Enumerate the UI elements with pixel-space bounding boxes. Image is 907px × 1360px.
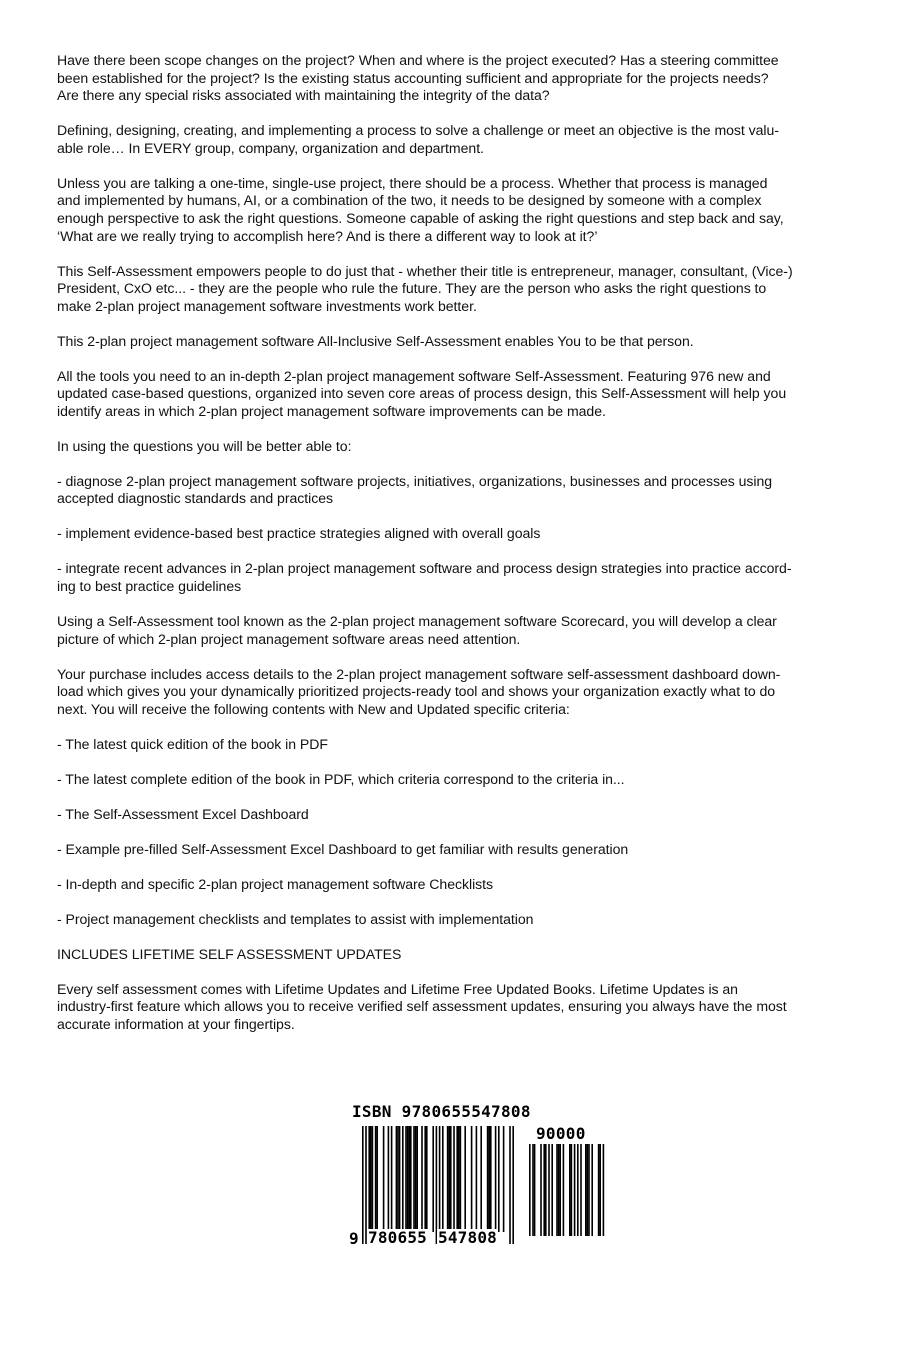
barcode-bar bbox=[396, 1126, 398, 1232]
text-line: This Self-Assessment empowers people to do just that - whether their title is entrepreneur, manager, consultant, (Vice-) bbox=[57, 262, 793, 279]
paragraph bbox=[57, 771, 837, 789]
text-line: President, CxO etc... - they are the people who rule the future. They are the person who asks the right questions to bbox=[57, 280, 767, 297]
paragraph bbox=[57, 736, 837, 754]
barcode-bar bbox=[399, 1126, 401, 1232]
text-line: - implement evidence-based best practice strategies aligned with overall goals bbox=[57, 525, 541, 542]
barcode-bar bbox=[439, 1126, 441, 1244]
barcode-bar bbox=[383, 1126, 385, 1232]
addon-bar bbox=[545, 1144, 547, 1236]
text-line: - Example pre-filled Self-Assessment Excel Dashboard to get familiar with results generation bbox=[57, 840, 629, 857]
price-addon-code: 90000 bbox=[536, 1124, 586, 1143]
barcode-bar bbox=[448, 1126, 450, 1232]
addon-bar bbox=[585, 1144, 587, 1236]
barcode-bar bbox=[487, 1126, 489, 1232]
addon-bar bbox=[588, 1144, 590, 1236]
text-line: - diagnose 2-plan project management software projects, initiatives, organizations, businesses and processes using bbox=[57, 472, 773, 489]
paragraph bbox=[57, 613, 837, 648]
text-line: Every self assessment comes with Lifetime Updates and Lifetime Free Updated Books. Lifetime Updates is an bbox=[57, 980, 738, 997]
paragraph bbox=[57, 560, 837, 595]
text-line: Unless you are talking a one-time, single-use project, there should be a process. Whether that process is managed bbox=[57, 174, 768, 191]
barcode-bar bbox=[375, 1126, 377, 1232]
barcode-bar bbox=[424, 1126, 426, 1232]
barcode-bar bbox=[410, 1126, 412, 1232]
addon-bar bbox=[532, 1144, 534, 1236]
text-line: - In-depth and specific 2-plan project management software Checklists bbox=[57, 875, 494, 892]
addon-bar bbox=[587, 1144, 589, 1236]
ean13-bars bbox=[362, 1126, 522, 1244]
barcode-bar bbox=[365, 1126, 367, 1244]
paragraph bbox=[57, 946, 837, 964]
barcode-bar bbox=[370, 1126, 372, 1232]
barcode-bar bbox=[388, 1126, 390, 1232]
barcode-right-digits: 547808 bbox=[438, 1228, 497, 1247]
addon-bar bbox=[558, 1144, 560, 1236]
barcode-bar bbox=[368, 1126, 370, 1232]
addon-bar bbox=[563, 1144, 565, 1236]
barcode-bar bbox=[503, 1126, 505, 1232]
barcode-bar bbox=[471, 1126, 473, 1232]
addon-bar bbox=[534, 1144, 536, 1236]
barcode-bar bbox=[495, 1126, 497, 1232]
text-line: able role… In EVERY group, company, organization and department. bbox=[57, 139, 484, 156]
barcode-bar bbox=[391, 1126, 393, 1232]
paragraph bbox=[57, 122, 837, 157]
addon-bar bbox=[551, 1144, 553, 1236]
text-line: - The Self-Assessment Excel Dashboard bbox=[57, 805, 309, 822]
barcode-left-digits: 780655 bbox=[368, 1228, 427, 1247]
text-line: All the tools you need to an in-depth 2-plan project management software Self-Assessment. Featuring 976 new and bbox=[57, 367, 771, 384]
paragraph bbox=[57, 876, 837, 894]
text-line: identify areas in which 2-plan project management software improvements can be made. bbox=[57, 402, 606, 419]
paragraph bbox=[57, 806, 837, 824]
barcode-bar bbox=[476, 1126, 478, 1232]
barcode-bar bbox=[458, 1126, 460, 1232]
addon-bar bbox=[556, 1144, 558, 1236]
barcode-bar bbox=[480, 1126, 482, 1232]
addon-bar bbox=[603, 1144, 605, 1236]
text-line: picture of which 2-plan project management software areas need attention. bbox=[57, 630, 521, 647]
barcode-bar bbox=[426, 1126, 428, 1232]
text-line: ing to best practice guidelines bbox=[57, 577, 242, 594]
barcode-bar bbox=[416, 1126, 418, 1232]
text-line: - The latest quick edition of the book in PDF bbox=[57, 735, 328, 752]
barcode-bar bbox=[490, 1126, 492, 1232]
barcode-bar bbox=[460, 1126, 462, 1232]
barcode-lead-digit: 9 bbox=[349, 1229, 359, 1248]
barcode-bar bbox=[405, 1126, 407, 1232]
paragraph bbox=[57, 52, 837, 105]
paragraph bbox=[57, 333, 837, 351]
paragraph bbox=[57, 263, 837, 316]
addon-bar bbox=[559, 1144, 561, 1236]
barcode-bar bbox=[436, 1126, 438, 1244]
paragraph bbox=[57, 175, 837, 245]
barcode-bar bbox=[509, 1126, 511, 1244]
barcode-bar bbox=[415, 1126, 417, 1232]
barcode-bar bbox=[397, 1126, 399, 1232]
addon-bar bbox=[569, 1144, 571, 1236]
addon-bar bbox=[577, 1144, 579, 1236]
barcode-bar bbox=[456, 1126, 458, 1232]
addon-bars bbox=[529, 1144, 607, 1236]
barcode-bar bbox=[402, 1126, 404, 1232]
barcode-bar bbox=[413, 1126, 415, 1232]
text-line: Defining, designing, creating, and implementing a process to solve a challenge or meet an objective is the most valu- bbox=[57, 122, 779, 139]
text-line: Have there been scope changes on the project? When and where is the project executed? Has a steering committee bbox=[57, 52, 779, 68]
text-line: This 2-plan project management software All-Inclusive Self-Assessment enables You to be that person. bbox=[57, 332, 694, 349]
paragraph bbox=[57, 438, 837, 456]
text-line: ‘What are we really trying to accomplish here? And is there a different way to look at it?’ bbox=[57, 227, 598, 244]
paragraph bbox=[57, 525, 837, 543]
back-cover-text bbox=[57, 52, 837, 1051]
text-line: - The latest complete edition of the book in PDF, which criteria correspond to the criteria in... bbox=[57, 770, 625, 787]
paragraph bbox=[57, 911, 837, 929]
addon-bar bbox=[548, 1144, 550, 1236]
text-line: load which gives you your dynamically prioritized projects-ready tool and shows your organization exactly what to do bbox=[57, 683, 776, 700]
addon-bar bbox=[540, 1144, 542, 1236]
text-line: INCLUDES LIFETIME SELF ASSESSMENT UPDATES bbox=[57, 945, 402, 962]
text-line: industry-first feature which allows you to receive verified self assessment updates, ensuring you always have the most bbox=[57, 998, 787, 1015]
text-line: Using a Self-Assessment tool known as the 2-plan project management software Scorecard, you will develop a clear bbox=[57, 612, 777, 629]
barcode-bar bbox=[442, 1126, 444, 1232]
text-line: and implemented by humans, AI, or a combination of the two, it needs to be designed by someone with a complex bbox=[57, 192, 762, 209]
barcode-bar bbox=[362, 1126, 364, 1244]
text-line: been established for the project? Is the existing status accounting sufficient and appropriate for the projects needs? bbox=[57, 69, 769, 86]
isbn-label: ISBN 9780655547808 bbox=[352, 1102, 531, 1121]
paragraph bbox=[57, 473, 837, 508]
text-line: make 2-plan project management software investments work better. bbox=[57, 297, 477, 314]
barcode-bar bbox=[450, 1126, 452, 1232]
barcode-bar bbox=[464, 1126, 466, 1232]
paragraph bbox=[57, 666, 837, 719]
addon-bar bbox=[580, 1144, 582, 1236]
text-line: Are there any special risks associated with maintaining the integrity of the data? bbox=[57, 87, 550, 104]
text-line: - integrate recent advances in 2-plan project management software and process design strategies into practice accord- bbox=[57, 560, 792, 577]
isbn-barcode bbox=[348, 1102, 610, 1252]
barcode-bar bbox=[407, 1126, 409, 1232]
barcode-bar bbox=[408, 1126, 410, 1232]
addon-bar bbox=[543, 1144, 545, 1236]
paragraph bbox=[57, 841, 837, 859]
barcode-bar bbox=[376, 1126, 378, 1232]
text-line: Your purchase includes access details to the 2-plan project management software self-assessment dashboard down- bbox=[57, 665, 781, 682]
text-line: enough perspective to ask the right questions. Someone capable of asking the right questions and step back and say, bbox=[57, 209, 784, 226]
barcode-bar bbox=[421, 1126, 423, 1232]
addon-bar bbox=[598, 1144, 600, 1236]
paragraph bbox=[57, 981, 837, 1034]
barcode-bar bbox=[488, 1126, 490, 1232]
paragraph bbox=[57, 368, 837, 421]
addon-bar bbox=[591, 1144, 593, 1236]
addon-bar bbox=[571, 1144, 573, 1236]
addon-bar bbox=[599, 1144, 601, 1236]
text-line: accepted diagnostic standards and practices bbox=[57, 490, 333, 507]
barcode-bar bbox=[432, 1126, 434, 1232]
barcode-bar bbox=[453, 1126, 455, 1232]
text-line: next. You will receive the following contents with New and Updated specific criteria: bbox=[57, 700, 570, 717]
barcode-bar bbox=[372, 1126, 374, 1232]
text-line: In using the questions you will be better able to: bbox=[57, 437, 352, 454]
addon-bar bbox=[529, 1144, 531, 1236]
barcode-bar bbox=[498, 1126, 500, 1232]
barcode-bar bbox=[512, 1126, 514, 1244]
text-line: - Project management checklists and templates to assist with implementation bbox=[57, 910, 534, 927]
barcode-bar bbox=[447, 1126, 449, 1232]
text-line: accurate information at your fingertips. bbox=[57, 1015, 295, 1032]
text-line: updated case-based questions, organized into seven core areas of process design, this Self-Assessment will help you bbox=[57, 385, 787, 402]
addon-bar bbox=[574, 1144, 576, 1236]
